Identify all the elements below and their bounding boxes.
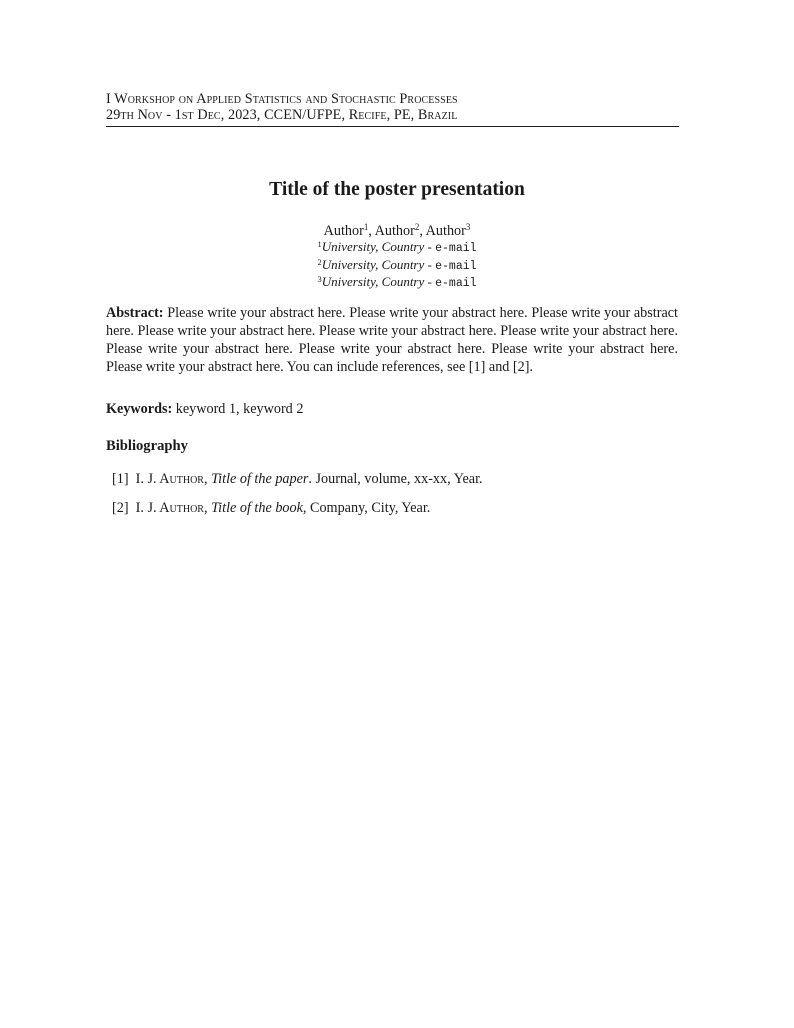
- bibliography-entry: [112, 499, 672, 517]
- author-sup: 1: [363, 222, 369, 232]
- conference-name: I Workshop on Applied Statistics and Stochastic Processes: [106, 91, 458, 107]
- abstract-text: Please write your abstract here. Please write your abstract here. Please write your abstract here. Please write your abstract here. Please write your abstract here. Please write your abstract here. Please write your abstract here. Please write your abstract here. Please write your abstract here. Please write your abstract here. You can include references, see [1] and [2].: [106, 305, 679, 375]
- author: Author: [323, 223, 364, 239]
- affiliation-sup: 2: [317, 256, 322, 267]
- separator: -: [424, 274, 436, 289]
- reference-author: I. J. Author: [135, 500, 204, 516]
- author: Author: [425, 223, 466, 239]
- reference-number: [1]: [112, 471, 129, 487]
- conference-date-location: 29th Nov - 1st Dec, 2023, CCEN/UFPE, Recife, PE, Brazil: [106, 107, 458, 123]
- author-block: [0, 224, 794, 292]
- affiliation-sup: 1: [317, 239, 322, 249]
- separator: ,: [368, 223, 375, 239]
- affiliation: [0, 257, 794, 275]
- separator: -: [424, 256, 436, 272]
- author-sup: 3: [465, 222, 471, 232]
- reference-number: [2]: [112, 500, 129, 516]
- bibliography-list: [112, 470, 672, 528]
- email: e-mail: [435, 242, 477, 255]
- conference-header: [106, 91, 678, 123]
- bibliography-heading: Bibliography: [106, 438, 188, 454]
- separator: ,: [203, 471, 212, 487]
- paper-title: Title of the poster presentation: [269, 179, 525, 200]
- institution: University, Country: [321, 256, 425, 272]
- email: e-mail: [435, 259, 477, 273]
- author: Author: [374, 223, 415, 239]
- keywords: [106, 400, 678, 418]
- reference-title: Title of the paper: [211, 471, 309, 487]
- author-sup: 2: [414, 222, 420, 232]
- separator: -: [424, 239, 436, 254]
- affiliation: [0, 239, 794, 257]
- abstract: [106, 304, 678, 376]
- keywords-text: keyword 1, keyword 2: [175, 401, 304, 417]
- abstract-label: Abstract:: [106, 305, 164, 321]
- reference-details: , Company, City, Year.: [302, 500, 431, 516]
- author-list: [0, 224, 794, 239]
- header-rule: [106, 126, 679, 127]
- reference-details: . Journal, volume, xx-xx, Year.: [308, 471, 483, 487]
- separator: ,: [419, 223, 426, 239]
- reference-title: Title of the book: [211, 500, 303, 516]
- bibliography-entry: [112, 470, 672, 488]
- affiliation: [0, 274, 794, 292]
- affiliation-sup: 3: [317, 274, 322, 284]
- institution: University, Country: [321, 239, 425, 254]
- keywords-label: Keywords:: [106, 401, 173, 417]
- email: e-mail: [435, 277, 477, 290]
- separator: ,: [203, 500, 212, 516]
- institution: University, Country: [321, 274, 425, 289]
- reference-author: I. J. Author: [135, 471, 204, 487]
